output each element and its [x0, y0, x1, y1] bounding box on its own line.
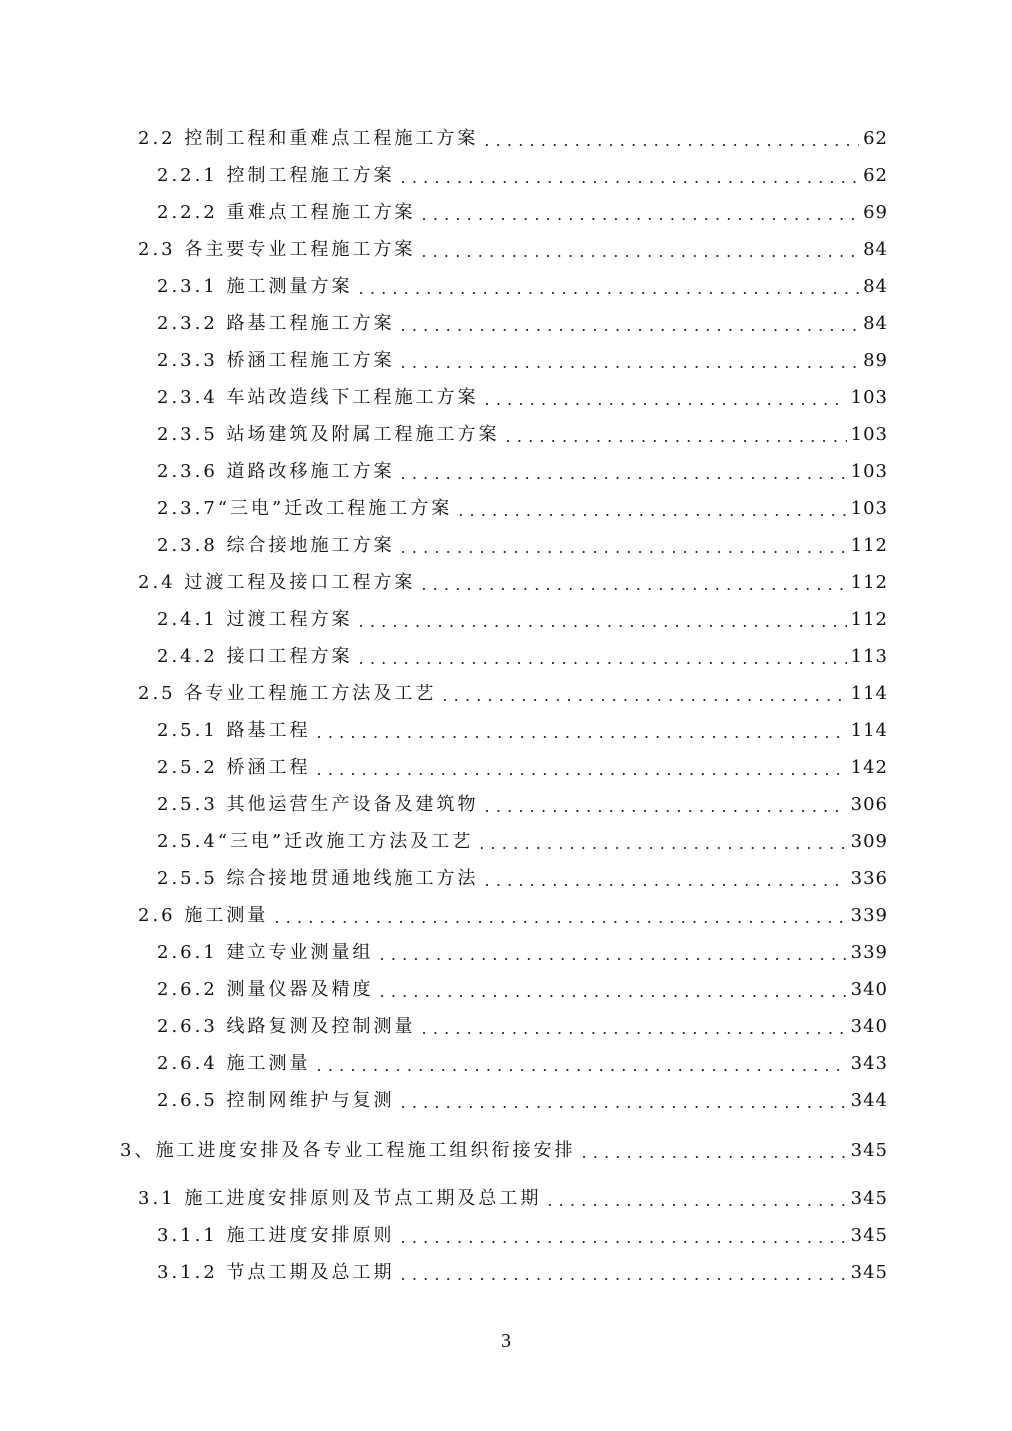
toc-entry-title: 2.3.5 站场建筑及附属工程施工方案 — [157, 424, 500, 445]
toc-entry-page: 114 — [850, 720, 888, 741]
toc-entry-title: 2.2.2 重难点工程施工方案 — [157, 202, 416, 223]
toc-dot-leader — [422, 1018, 847, 1040]
toc-entry-title: 2.4.1 过渡工程方案 — [157, 609, 353, 630]
toc-entry-page: 336 — [850, 868, 888, 889]
toc-entry-title: 2.6.5 控制网维护与复测 — [157, 1090, 395, 1111]
page-number: 3 — [501, 1330, 511, 1352]
toc-entry-page: 103 — [850, 424, 888, 445]
toc-entry-title: 2.3.4 车站改造线下工程施工方案 — [157, 387, 479, 408]
toc-entry-title: 2.4 过渡工程及接口工程方案 — [138, 572, 416, 593]
toc-dot-leader — [401, 537, 847, 559]
toc-entry-title: 2.6.1 建立专业测量组 — [157, 942, 374, 963]
toc-dot-leader — [479, 833, 846, 855]
toc-entry[interactable] — [138, 681, 888, 707]
toc-dot-leader — [581, 1142, 846, 1164]
toc-entry-title: 2.5 各专业工程施工方法及工艺 — [138, 683, 437, 704]
toc-dot-leader — [317, 722, 847, 744]
toc-entry-title: 2.3.2 路基工程施工方案 — [157, 313, 395, 334]
toc-dot-leader — [484, 130, 859, 152]
toc-entry-title: 2.3.7“三电”迁改工程施工方案 — [157, 498, 453, 519]
toc-dot-leader — [380, 944, 847, 966]
toc-entry-page: 84 — [863, 276, 888, 297]
toc-entry-title: 3.1.2 节点工期及总工期 — [157, 1262, 395, 1283]
toc-entry[interactable] — [138, 570, 888, 596]
toc-dot-leader — [359, 648, 847, 670]
toc-dot-leader — [442, 685, 846, 707]
toc-dot-leader — [401, 1264, 847, 1286]
toc-entry-page: 69 — [863, 202, 888, 223]
toc-entry-page: 113 — [850, 646, 888, 667]
toc-entry[interactable] — [138, 237, 888, 263]
toc-dot-leader — [485, 389, 847, 411]
toc-entry-page: 142 — [850, 757, 888, 778]
toc-entry-page: 103 — [850, 461, 888, 482]
toc-entry-page: 345 — [850, 1188, 888, 1209]
toc-entry[interactable] — [157, 1014, 888, 1040]
toc-dot-leader — [401, 167, 860, 189]
toc-entry-page: 309 — [850, 831, 888, 852]
toc-entry-title: 2.3.1 施工测量方案 — [157, 276, 353, 297]
toc-entry-title: 2.6.2 测量仪器及精度 — [157, 979, 374, 1000]
toc-entry-page: 62 — [863, 165, 888, 186]
toc-entry-page: 112 — [850, 609, 888, 630]
toc-dot-leader — [401, 352, 860, 374]
toc-entry-title: 2.2 控制工程和重难点工程施工方案 — [138, 128, 479, 149]
toc-entry[interactable] — [157, 1260, 888, 1286]
toc-entry-title: 2.4.2 接口工程方案 — [157, 646, 353, 667]
toc-entry-title: 2.5.4“三电”迁改施工方法及工艺 — [157, 831, 474, 852]
toc-entry-title: 3.1 施工进度安排原则及节点工期及总工期 — [138, 1188, 542, 1209]
toc-entry[interactable] — [157, 496, 888, 522]
toc-entry-page: 103 — [850, 498, 888, 519]
toc-dot-leader — [359, 611, 847, 633]
toc-entry[interactable] — [157, 459, 888, 485]
toc-entry[interactable] — [157, 792, 888, 818]
toc-entry-title: 2.5.5 综合接地贯通地线施工方法 — [157, 868, 479, 889]
toc-dot-leader — [401, 315, 860, 337]
toc-dot-leader — [359, 278, 860, 300]
toc-entry-page: 89 — [863, 350, 888, 371]
toc-dot-leader — [401, 1092, 847, 1114]
toc-dot-leader — [380, 981, 847, 1003]
toc-dot-leader — [422, 204, 860, 226]
toc-entry-page: 114 — [850, 683, 888, 704]
toc-entry-title: 2.3 各主要专业工程施工方案 — [138, 239, 416, 260]
toc-entry-page: 62 — [863, 128, 888, 149]
toc-dot-leader — [485, 796, 847, 818]
toc-entry-title: 2.5.3 其他运营生产设备及建筑物 — [157, 794, 479, 815]
toc-entry[interactable] — [157, 311, 888, 337]
toc-dot-leader — [274, 907, 846, 929]
toc-dot-leader — [401, 463, 847, 485]
toc-entry-page: 344 — [850, 1090, 888, 1111]
toc-entry[interactable] — [138, 1186, 888, 1212]
toc-entry[interactable] — [157, 607, 888, 633]
toc-entry[interactable] — [157, 1088, 888, 1114]
toc-entry-page: 84 — [863, 239, 888, 260]
toc-entry-title: 2.2.1 控制工程施工方案 — [157, 165, 395, 186]
toc-dot-leader — [547, 1190, 846, 1212]
toc-dot-leader — [317, 1055, 847, 1077]
toc-entry-page: 339 — [850, 942, 888, 963]
toc-entry[interactable] — [157, 274, 888, 300]
toc-entry-page: 339 — [850, 905, 888, 926]
toc-entry-page: 343 — [850, 1053, 888, 1074]
toc-dot-leader — [421, 241, 859, 263]
toc-entry[interactable] — [157, 866, 888, 892]
toc-entry-title: 2.6.4 施工测量 — [157, 1053, 311, 1074]
toc-entry-title: 2.5.2 桥涵工程 — [157, 757, 311, 778]
toc-entry[interactable] — [120, 1138, 888, 1164]
toc-entry-title: 3、施工进度安排及各专业工程施工组织衔接安排 — [120, 1140, 576, 1161]
toc-entry-title: 2.6.3 线路复测及控制测量 — [157, 1016, 416, 1037]
toc-dot-leader — [401, 1227, 847, 1249]
toc-entry-page: 112 — [850, 535, 888, 556]
toc-entry[interactable] — [157, 977, 888, 1003]
toc-entry[interactable] — [138, 903, 888, 929]
toc-entry-page: 306 — [850, 794, 888, 815]
toc-dot-leader — [506, 426, 847, 448]
toc-entry-page: 112 — [850, 572, 888, 593]
toc-entry-title: 2.5.1 路基工程 — [157, 720, 311, 741]
toc-entry[interactable] — [157, 644, 888, 670]
toc-entry[interactable] — [138, 126, 888, 152]
toc-entry[interactable] — [157, 163, 888, 189]
toc-entry-page: 84 — [863, 313, 888, 334]
toc-entry[interactable] — [157, 422, 888, 448]
toc-entry-page: 340 — [850, 979, 888, 1000]
toc-entry[interactable] — [157, 940, 888, 966]
toc-entry-page: 340 — [850, 1016, 888, 1037]
toc-entry-title: 2.3.8 综合接地施工方案 — [157, 535, 395, 556]
toc-entry[interactable] — [157, 385, 888, 411]
toc-entry-page: 103 — [850, 387, 888, 408]
toc-dot-leader — [458, 500, 846, 522]
toc-entry-page: 345 — [850, 1262, 888, 1283]
toc-entry-title: 2.3.3 桥涵工程施工方案 — [157, 350, 395, 371]
toc-entry-title: 2.3.6 道路改移施工方案 — [157, 461, 395, 482]
toc-dot-leader — [485, 870, 847, 892]
toc-entry[interactable] — [157, 533, 888, 559]
toc-entry-title: 2.6 施工测量 — [138, 905, 269, 926]
toc-dot-leader — [317, 759, 847, 781]
toc-entry[interactable] — [157, 1223, 888, 1249]
toc-entry[interactable] — [157, 348, 888, 374]
toc-entry-page: 345 — [850, 1225, 888, 1246]
toc-entry[interactable] — [157, 829, 888, 855]
toc-entry-title: 3.1.1 施工进度安排原则 — [157, 1225, 395, 1246]
toc-dot-leader — [421, 574, 846, 596]
toc-entry[interactable] — [157, 755, 888, 781]
toc-entry[interactable] — [157, 200, 888, 226]
toc-entry[interactable] — [157, 718, 888, 744]
toc-entry[interactable] — [157, 1051, 888, 1077]
toc-entry-page: 345 — [850, 1140, 888, 1161]
